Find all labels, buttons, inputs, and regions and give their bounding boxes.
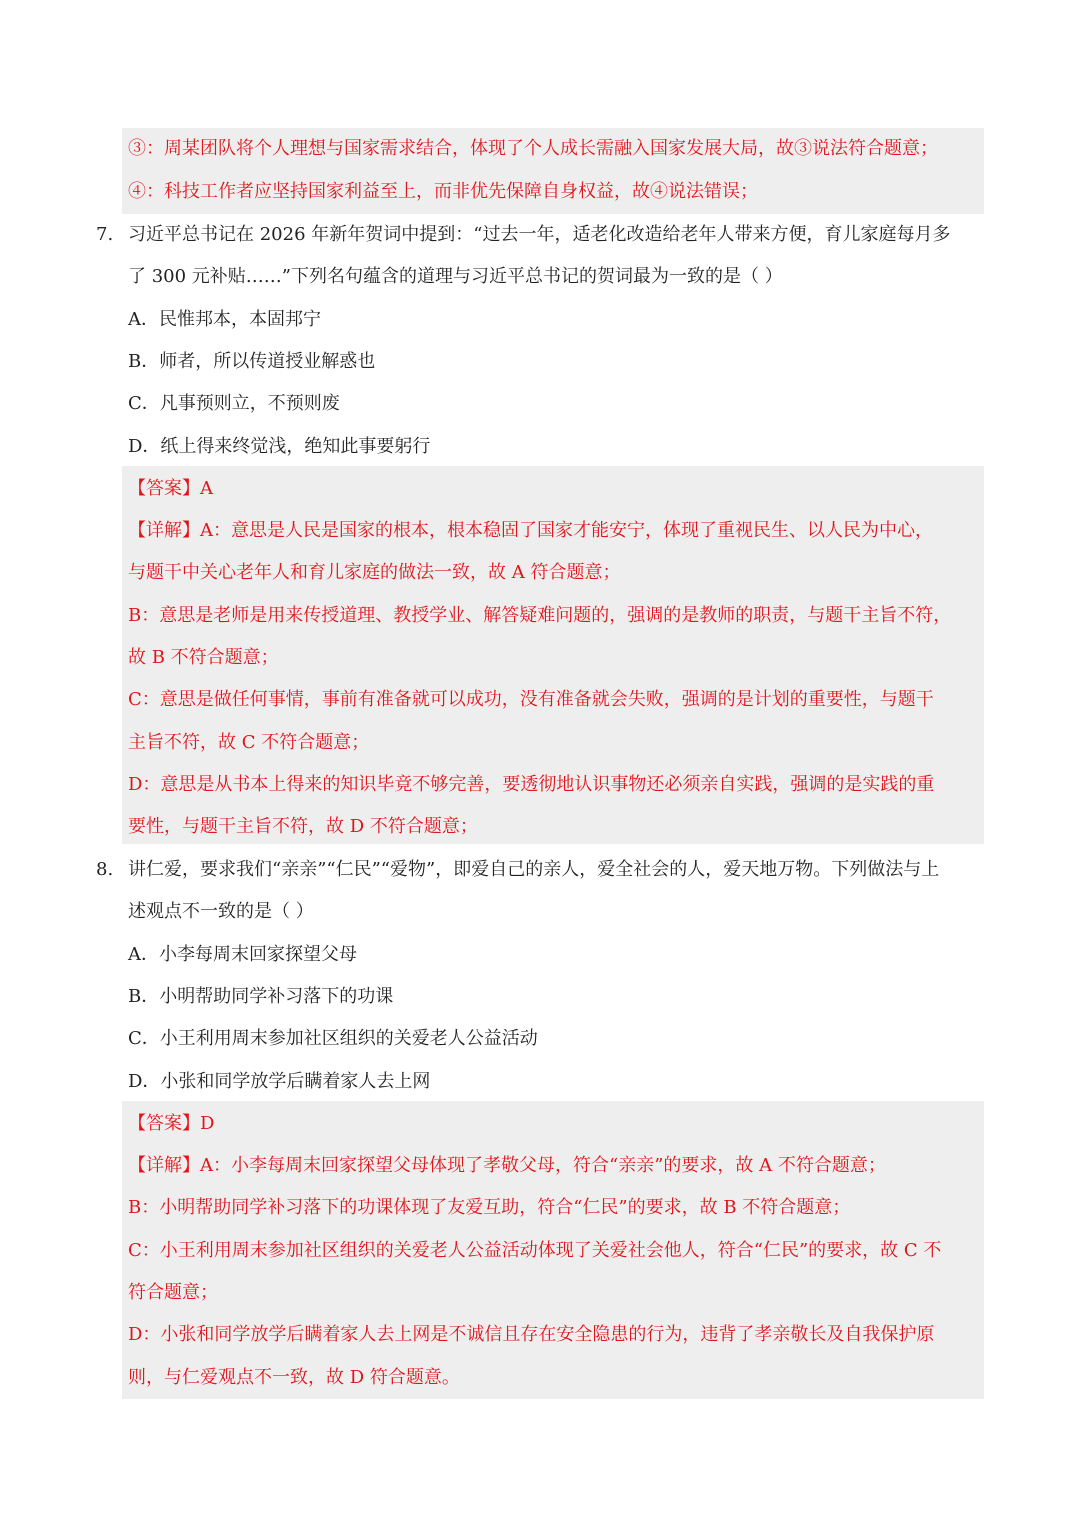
option-c: C．凡事预则立，不预则废: [128, 393, 340, 414]
explanation-line: B：小明帮助同学补习落下的功课体现了友爱互助，符合“仁民”的要求，故 B 不符合题意；: [128, 1197, 851, 1218]
question-stem-line: 讲仁爱，要求我们“亲亲”“仁民”“爱物”，即爱自己的亲人，爱全社会的人，爱天地万物。下列做法与上: [128, 859, 940, 880]
option-a: A．民惟邦本，本固邦宁: [128, 309, 321, 330]
explanation-line: 符合题意；: [128, 1282, 218, 1303]
option-b: B．小明帮助同学补习落下的功课: [128, 986, 394, 1007]
prev-explanation-line: ④：科技工作者应坚持国家利益至上，而非优先保障自身权益，故④说法错误；: [128, 181, 758, 202]
explanation-line: D：意思是从书本上得来的知识毕竟不够完善，要透彻地认识事物还必须亲自实践，强调的是实践的重: [128, 774, 935, 795]
question-stem-line: 习近平总书记在 2026 年新年贺词中提到：“过去一年，适老化改造给老年人带来方便，育儿家庭每月多: [128, 224, 951, 245]
explanation-line: D：小张和同学放学后瞒着家人去上网是不诚信且存在安全隐患的行为，违背了孝亲敬长及自我保护原: [128, 1324, 935, 1345]
question-stem-line: 述观点不一致的是（ ）: [128, 901, 314, 922]
question-number: 8.: [96, 859, 114, 880]
explanation-line: 要性，与题干主旨不符，故 D 不符合题意；: [128, 816, 478, 837]
explanation-line: 则，与仁爱观点不一致，故 D 符合题意。: [128, 1367, 460, 1388]
answer-label: 【答案】D: [128, 1113, 215, 1134]
explanation-line: C：意思是做任何事情，事前有准备就可以成功，没有准备就会失败，强调的是计划的重要性，与题干: [128, 689, 934, 710]
option-d: D．小张和同学放学后瞒着家人去上网: [128, 1071, 431, 1092]
explanation-line: 故 B 不符合题意；: [128, 647, 279, 668]
prev-explanation-line: ③：周某团队将个人理想与国家需求结合，体现了个人成长需融入国家发展大局，故③说法符合题意；: [128, 138, 938, 159]
answer-label: 【答案】A: [128, 478, 213, 499]
question-stem-line: 了 300 元补贴……”下列名句蕴含的道理与习近平总书记的贺词最为一致的是（ ）: [128, 266, 783, 287]
explanation-line: 【详解】A：小李每周末回家探望父母体现了孝敬父母，符合“亲亲”的要求，故 A 不符合题意；: [128, 1155, 886, 1176]
option-d: D．纸上得来终觉浅，绝知此事要躬行: [128, 436, 431, 457]
option-b: B．师者，所以传道授业解惑也: [128, 351, 376, 372]
explanation-line: 【详解】A：意思是人民是国家的根本，根本稳固了国家才能安宁，体现了重视民生、以人民为中心，: [128, 520, 933, 541]
explanation-line: C：小王利用周末参加社区组织的关爱老人公益活动体现了关爱社会他人，符合“仁民”的要求，故 C 不: [128, 1240, 942, 1261]
explanation-line: 主旨不符，故 C 不符合题意；: [128, 732, 370, 753]
option-c: C．小王利用周末参加社区组织的关爱老人公益活动: [128, 1028, 538, 1049]
explanation-line: 与题干中关心老年人和育儿家庭的做法一致，故 A 符合题意；: [128, 562, 621, 583]
question-number: 7.: [96, 224, 114, 245]
explanation-line: B：意思是老师是用来传授道理、教授学业、解答疑难问题的，强调的是教师的职责，与题干主旨不符，: [128, 605, 952, 626]
option-a: A．小李每周末回家探望父母: [128, 944, 357, 965]
